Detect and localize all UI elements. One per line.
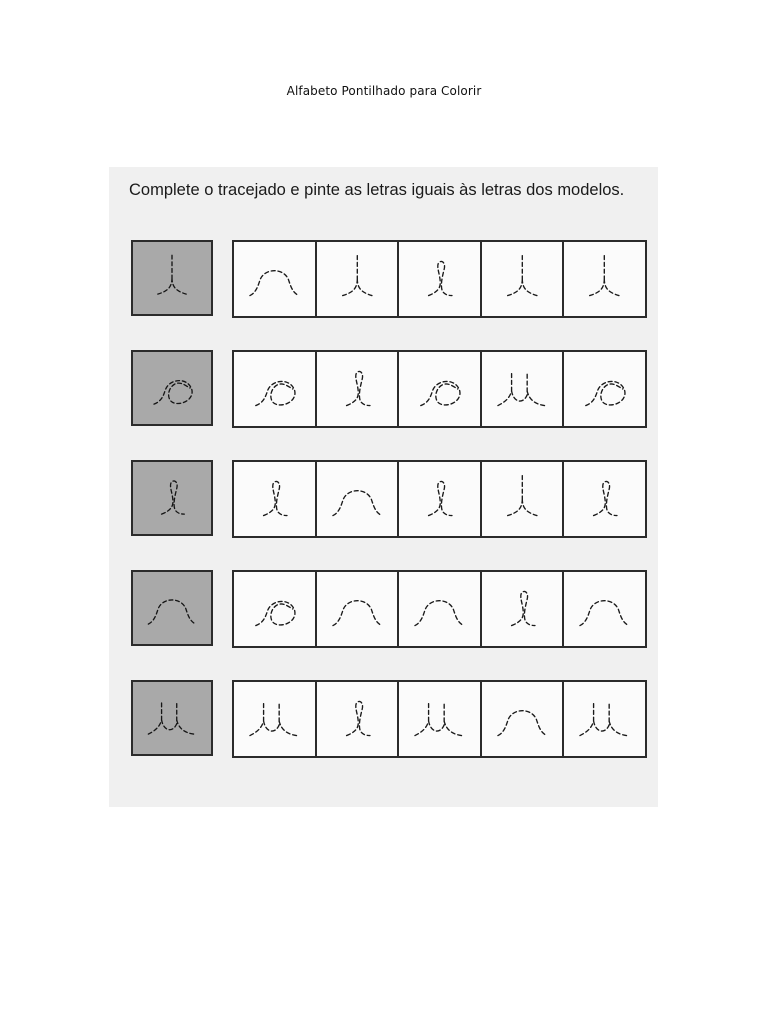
option-letter-cell[interactable] — [564, 682, 645, 756]
option-letter-cell[interactable] — [482, 352, 565, 426]
dashed-letter-m — [133, 572, 211, 644]
dashed-letter-u — [399, 682, 480, 756]
option-letter-cell[interactable] — [317, 462, 400, 536]
dashed-letter-m — [234, 242, 315, 316]
dashed-letter-m — [399, 572, 480, 646]
dashed-letter-u — [234, 682, 315, 756]
option-letter-cell[interactable] — [564, 572, 645, 646]
dashed-letter-l — [399, 462, 480, 536]
option-letter-cell[interactable] — [399, 352, 482, 426]
worksheet-image — [109, 167, 658, 807]
dashed-letter-o — [133, 352, 211, 424]
dashed-letter-m — [564, 572, 645, 646]
dashed-letter-i — [317, 242, 398, 316]
dashed-letter-l — [482, 572, 563, 646]
option-letter-cell[interactable] — [317, 682, 400, 756]
dashed-letter-m — [317, 572, 398, 646]
option-letter-cell[interactable] — [234, 682, 317, 756]
dashed-letter-u — [133, 682, 211, 754]
option-row — [232, 350, 647, 428]
option-letter-cell[interactable] — [317, 352, 400, 426]
model-letter-cell — [131, 350, 213, 426]
option-letter-cell[interactable] — [482, 572, 565, 646]
option-letter-cell[interactable] — [482, 462, 565, 536]
dashed-letter-l — [317, 352, 398, 426]
dashed-letter-o — [564, 352, 645, 426]
option-letter-cell[interactable] — [399, 462, 482, 536]
dashed-letter-l — [317, 682, 398, 756]
document-title: Alfabeto Pontilhado para Colorir — [286, 84, 482, 98]
dashed-letter-l — [234, 462, 315, 536]
model-letter-cell — [131, 680, 213, 756]
option-letter-cell[interactable] — [234, 572, 317, 646]
option-letter-cell[interactable] — [399, 682, 482, 756]
option-row — [232, 680, 647, 758]
dashed-letter-u — [564, 682, 645, 756]
option-row — [232, 570, 647, 648]
dashed-letter-i — [482, 242, 563, 316]
dashed-letter-m — [482, 682, 563, 756]
model-letter-cell — [131, 240, 213, 316]
dashed-letter-l — [133, 462, 211, 534]
option-letter-cell[interactable] — [564, 242, 645, 316]
option-letter-cell[interactable] — [564, 462, 645, 536]
option-letter-cell[interactable] — [399, 242, 482, 316]
dashed-letter-o — [234, 572, 315, 646]
dashed-letter-l — [564, 462, 645, 536]
option-letter-cell[interactable] — [234, 242, 317, 316]
option-row — [232, 240, 647, 318]
option-letter-cell[interactable] — [234, 352, 317, 426]
model-letter-cell — [131, 570, 213, 646]
dashed-letter-l — [399, 242, 480, 316]
model-letter-cell — [131, 460, 213, 536]
option-letter-cell[interactable] — [482, 242, 565, 316]
worksheet-instruction: Complete o tracejado e pinte as letras iguais às letras dos modelos. — [129, 181, 625, 199]
dashed-letter-i — [482, 462, 563, 536]
dashed-letter-o — [399, 352, 480, 426]
option-letter-cell[interactable] — [317, 572, 400, 646]
option-letter-cell[interactable] — [317, 242, 400, 316]
dashed-letter-u — [482, 352, 563, 426]
dashed-letter-i — [133, 242, 211, 314]
dashed-letter-o — [234, 352, 315, 426]
option-letter-cell[interactable] — [234, 462, 317, 536]
option-row — [232, 460, 647, 538]
dashed-letter-m — [317, 462, 398, 536]
option-letter-cell[interactable] — [482, 682, 565, 756]
option-letter-cell[interactable] — [399, 572, 482, 646]
option-letter-cell[interactable] — [564, 352, 645, 426]
dashed-letter-i — [564, 242, 645, 316]
